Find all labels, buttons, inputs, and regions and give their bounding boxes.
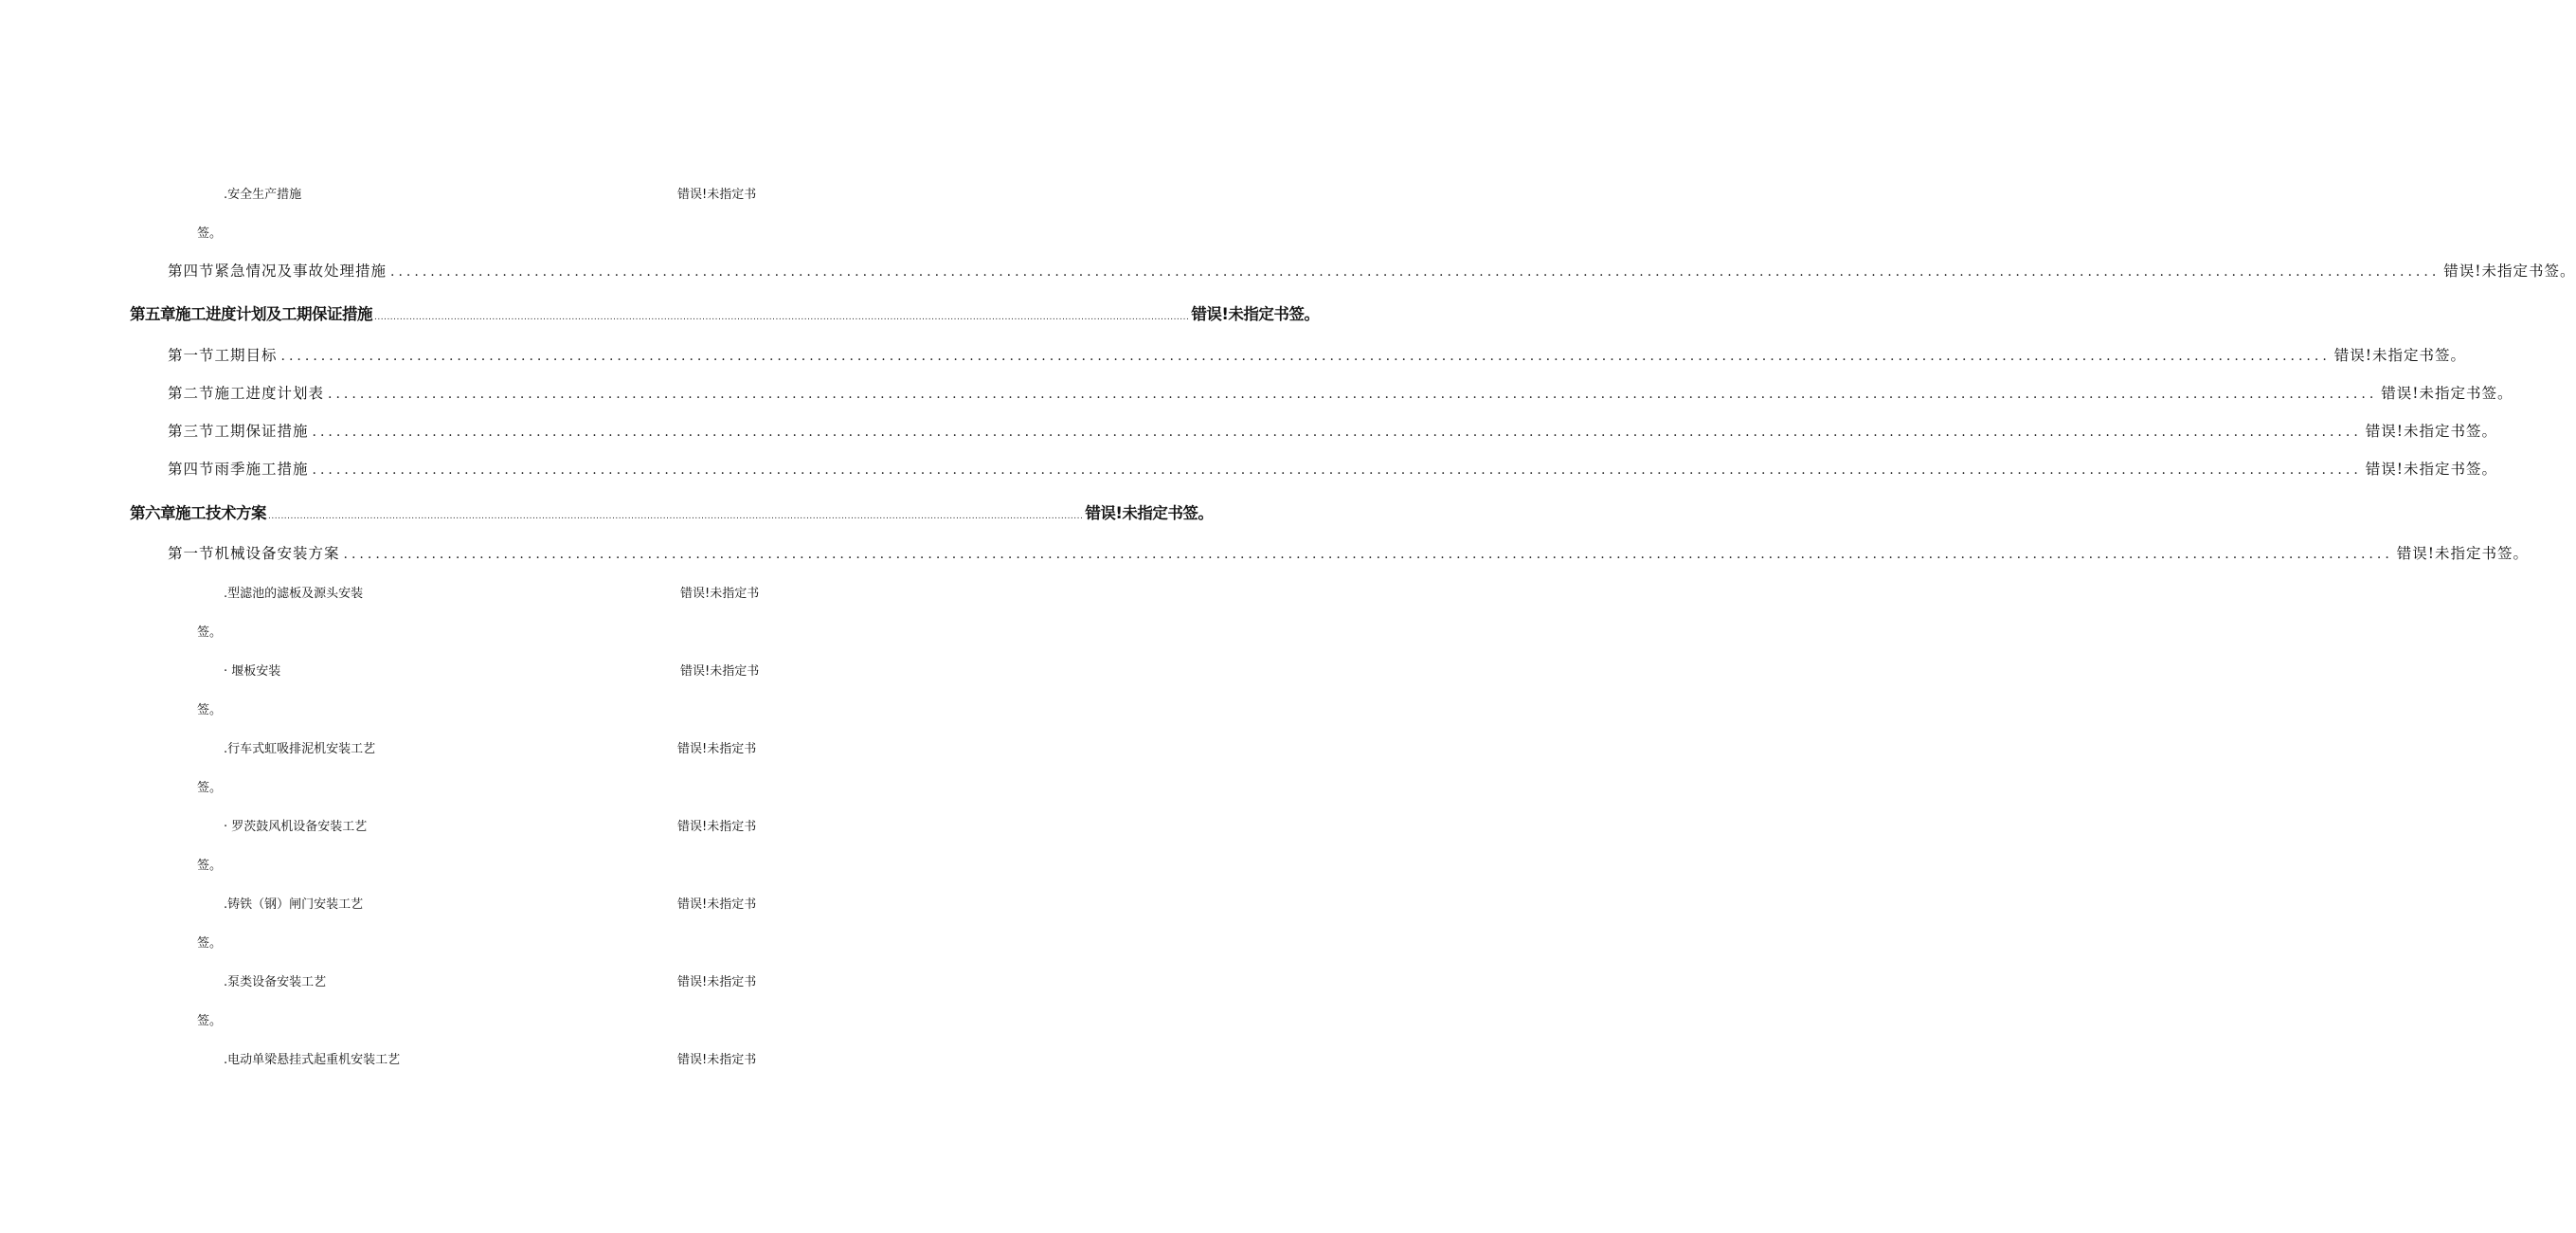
toc-entry-error: 错误!未指定书 [677, 898, 757, 912]
toc-entry-error-tail: 签。 [197, 703, 223, 717]
toc-entry-text: 第四节紧急情况及事故处理措施 [168, 263, 387, 280]
toc-entry-error: 错误!未指定书 [680, 587, 760, 601]
toc-entry[interactable] [168, 263, 2576, 280]
toc-leader-dots: ................................................................................................................................................................................................................................................................ [312, 462, 2362, 478]
toc-entry-error-tail: 签。 [197, 1014, 223, 1028]
toc-entry-error: 错误!未指定书签。 [2333, 347, 2466, 364]
toc-entry-error: 错误!未指定书 [677, 742, 757, 756]
toc-entry-error: 错误!未指定书签。 [1085, 504, 1214, 522]
toc-entry-error: 错误!未指定书签。 [2365, 423, 2497, 440]
toc-entry-text: 第一节工期目标 [168, 347, 278, 364]
toc-entry-error: 错误!未指定书 [680, 664, 760, 679]
toc-entry-text: 第四节雨季施工措施 [168, 461, 309, 478]
toc-entry-error: 错误!未指定书签。 [2365, 461, 2497, 478]
toc-entry-text[interactable]: · 罗茨鼓风机设备安装工艺 [224, 820, 368, 834]
toc-entry-text: 第一节机械设备安装方案 [168, 545, 340, 562]
toc-leader-dots: ................................................................................................................................................................................................................................................................ [268, 512, 1084, 521]
toc-entry-error-tail: 签。 [197, 936, 223, 951]
toc-entry-error-tail: 签。 [197, 859, 223, 873]
toc-entry-text[interactable]: .铸铁（钢）闸门安装工艺 [224, 898, 364, 912]
toc-entry-text[interactable]: .电动单梁悬挂式起重机安装工艺 [224, 1053, 401, 1067]
toc-entry-text[interactable]: .安全生产措施 [224, 188, 302, 202]
toc-entry-error: 错误!未指定书 [677, 820, 757, 834]
toc-entry-error: 错误!未指定书签。 [2443, 263, 2576, 280]
toc-entry-text: 第二节施工进度计划表 [168, 385, 325, 402]
toc-entry-error: 错误!未指定书 [677, 975, 757, 989]
toc-leader-dots: ................................................................................................................................................................................................................................................................ [328, 387, 2378, 402]
toc-chapter-text: 第六章施工技术方案 [130, 504, 266, 522]
toc-leader-dots: ................................................................................................................................................................................................................................................................ [374, 313, 1190, 322]
toc-leader-dots: ................................................................................................................................................................................................................................................................ [343, 547, 2393, 562]
toc-entry[interactable] [168, 461, 2497, 478]
toc-chapter-entry[interactable] [130, 504, 1214, 522]
toc-entry[interactable] [168, 385, 2513, 402]
toc-entry-error-tail: 签。 [197, 781, 223, 795]
toc-entry-text[interactable]: .泵类设备安装工艺 [224, 975, 327, 989]
toc-entry-error: 错误!未指定书签。 [2381, 385, 2513, 402]
toc-leader-dots: ................................................................................................................................................................................................................................................................ [280, 349, 2331, 364]
toc-entry-error: 错误!未指定书签。 [2396, 545, 2529, 562]
toc-leader-dots: ................................................................................................................................................................................................................................................................ [390, 264, 2441, 280]
toc-entry-error: 错误!未指定书签。 [1191, 305, 1320, 323]
toc-entry-text[interactable]: .行车式虹吸排泥机安装工艺 [224, 742, 376, 756]
toc-entry-error: 错误!未指定书 [677, 1053, 757, 1067]
toc-chapter-text: 第五章施工进度计划及工期保证措施 [130, 305, 372, 323]
toc-entry-error-tail: 签。 [197, 626, 223, 640]
toc-entry-error: 错误!未指定书 [677, 188, 757, 202]
toc-chapter-entry[interactable] [130, 305, 1320, 323]
toc-entry-text: 第三节工期保证措施 [168, 423, 309, 440]
toc-entry-text[interactable]: .型滤池的滤板及源头安装 [224, 587, 364, 601]
toc-entry-text[interactable]: · 堰板安装 [224, 664, 281, 679]
toc-leader-dots: ................................................................................................................................................................................................................................................................ [312, 425, 2362, 440]
toc-entry[interactable] [168, 423, 2497, 440]
toc-entry[interactable] [168, 347, 2466, 364]
toc-entry-error-tail: 签。 [197, 227, 223, 241]
toc-entry[interactable] [168, 545, 2529, 562]
